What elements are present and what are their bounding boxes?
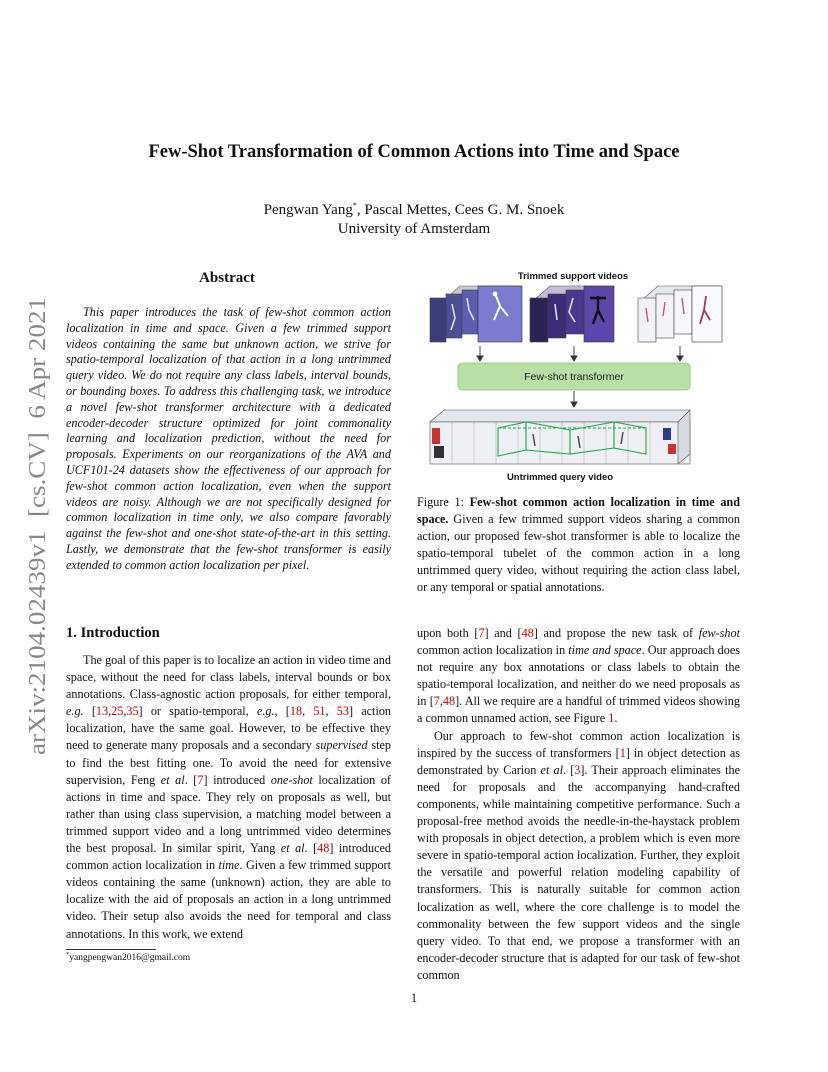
figure-link[interactable]: 1 xyxy=(608,711,615,726)
citation-link[interactable]: 48 xyxy=(317,841,330,856)
figure-1 xyxy=(418,268,740,488)
caption-label: Figure 1: xyxy=(417,495,470,509)
figure-caption xyxy=(417,494,740,596)
citation-link[interactable]: 1 xyxy=(619,745,626,760)
page-number: 1 xyxy=(410,991,418,1005)
abstract-heading: Abstract xyxy=(199,270,255,286)
support-video-2 xyxy=(530,286,614,342)
caption-text: Given a few trimmed support videos sharing a common action, our proposed few-shot transformer is able to localize the spatio-temporal tubelet of the common action in a long untrimmed query video, without requiring the action class label, or any temporal or spatial annotations. xyxy=(417,512,740,594)
citation-link[interactable]: 18 xyxy=(289,704,303,719)
fig-support-label: Trimmed support videos xyxy=(517,271,629,282)
citation-link[interactable]: 3 xyxy=(574,762,581,777)
citation-link[interactable]: 13 xyxy=(95,704,109,719)
support-video-3 xyxy=(638,286,722,342)
intro-paragraph-1: The goal of this paper is to localize an action in video time and space, without the need for class labels, interval bounds or box annotations. Class-agnostic action proposals, for either temporal, e.g. [13,25,35] or spatio-temporal, e.g., [18, 51, 53] action localization, have the same goal. However, to be effective they need to generate many proposals and a secondary supervised step to find the best fitting one. To avoid the need for extensive supervision, Feng et al. [7] introduced one-shot localization of actions in time and space. They rely on proposals as well, but rather than using class supervision, a matching model between a trimmed support video and a long untrimmed video determines the best proposal. In similar spirit, Yang et al. [48] introduced common action localization in time. Given a few trimmed support videos containing the same (unknown) action, they are able to localize with the aid of proposals an action in a long untrimmed video. Their setup also avoids the need for temporal and class annotations. In this work, we extend xyxy=(66,653,392,941)
paper-title: Few-Shot Transformation of Common Actions into Time and Space xyxy=(148,142,680,162)
citation-link[interactable]: 7 xyxy=(478,626,485,640)
footnote-email: yangpengwan2016@gmail.com xyxy=(69,953,191,964)
citation-link[interactable]: 7 xyxy=(433,694,440,709)
citation-link[interactable]: 53 xyxy=(336,704,349,719)
query-video xyxy=(430,410,690,464)
citation-link[interactable]: 35 xyxy=(126,704,139,719)
fig-transformer-label: Few-shot transformer xyxy=(524,371,624,383)
citation-link[interactable]: 25 xyxy=(111,704,124,719)
citation-link[interactable]: 48 xyxy=(521,626,534,640)
intro-paragraph-1-cont: upon both [7] and [48] and propose the new task of few-shot common action localization in time and space. Our approach does not require any box annotations or class labels to obtain the spatio-temporal localization, and neither do we need proposals as in [7,48]. All we require are a handful of trimmed videos showing a common unnamed action, see Figure 1. xyxy=(417,626,740,726)
citation-link[interactable]: 48 xyxy=(442,694,456,709)
arrows-to-transformer xyxy=(477,346,683,361)
arxiv-identifier: arXiv:2104.02439v1 [cs.CV] 6 Apr 2021 xyxy=(25,348,51,755)
citation-link[interactable]: 51 xyxy=(313,704,326,719)
footnote: *yangpengwan2016@gmail.com xyxy=(66,951,191,964)
intro-paragraph-2: Our approach to few-shot common action localization is inspired by the success of transformers [1] in object detection as demonstrated by Carion et al. [3]. Their approach eliminates the need for proposals and the accompanying hand-crafted components, while maintaining competitive performance. Such a proposal-free method avoids the needle-in-the-haystack problem with proposals in object detection, a problem which is even more severe in spatio-temporal action localization. Further, they exploit the versatile and powerful relation modeling capability of transformers. This is naturally suitable for common action localization as well, where the core challenge is to model the commonality between the few support videos and the single query video. To that end, we propose a transformer with an encoder-decoder structure that is adapted for our task of few-shot common xyxy=(417,728,740,982)
author-footnote-mark: * xyxy=(352,201,357,210)
intro-right-column xyxy=(417,625,740,984)
abstract-text: This paper introduces the task of few-shot common action localization in time and space. Given a few trimmed support videos containing the same but unknown action, we strive for spatio-temporal localization of that action in a long untrimmed query video. We do not require any class labels, interval bounds, or bounding boxes. To address this challenging task, we introduce a novel few-shot transformer architecture with a dedicated encoder-decoder structure optimized for joint commonality learning and localization prediction, without the need for proposals. Experiments on our reorganizations of the AVA and UCF101-24 datasets show the effectiveness of our approach for few-shot common action localization, even when the support videos are noisy. Although we are not specifically designed for common localization in time only, we also compare favorably against the few-shot and one-shot state-of-the-art in this setting. Lastly, we demonstrate that the few-shot transformer is easily extended to common action localization per pixel. xyxy=(66,305,391,572)
support-video-1 xyxy=(430,286,522,342)
caption-bold: Few-shot common action localization in time and space. xyxy=(417,495,740,526)
author-names: Pengwan Yang*, Pascal Mettes, Cees G. M. Snoek xyxy=(263,201,565,218)
footnote-rule xyxy=(66,949,156,950)
fig-query-label: Untrimmed query video xyxy=(506,472,614,483)
section-heading-introduction: 1. Introduction xyxy=(66,625,160,641)
affiliation: University of Amsterdam xyxy=(337,221,491,237)
arxiv-stamp xyxy=(12,290,54,760)
author-block xyxy=(0,196,828,239)
citation-link[interactable]: 7 xyxy=(197,772,204,787)
